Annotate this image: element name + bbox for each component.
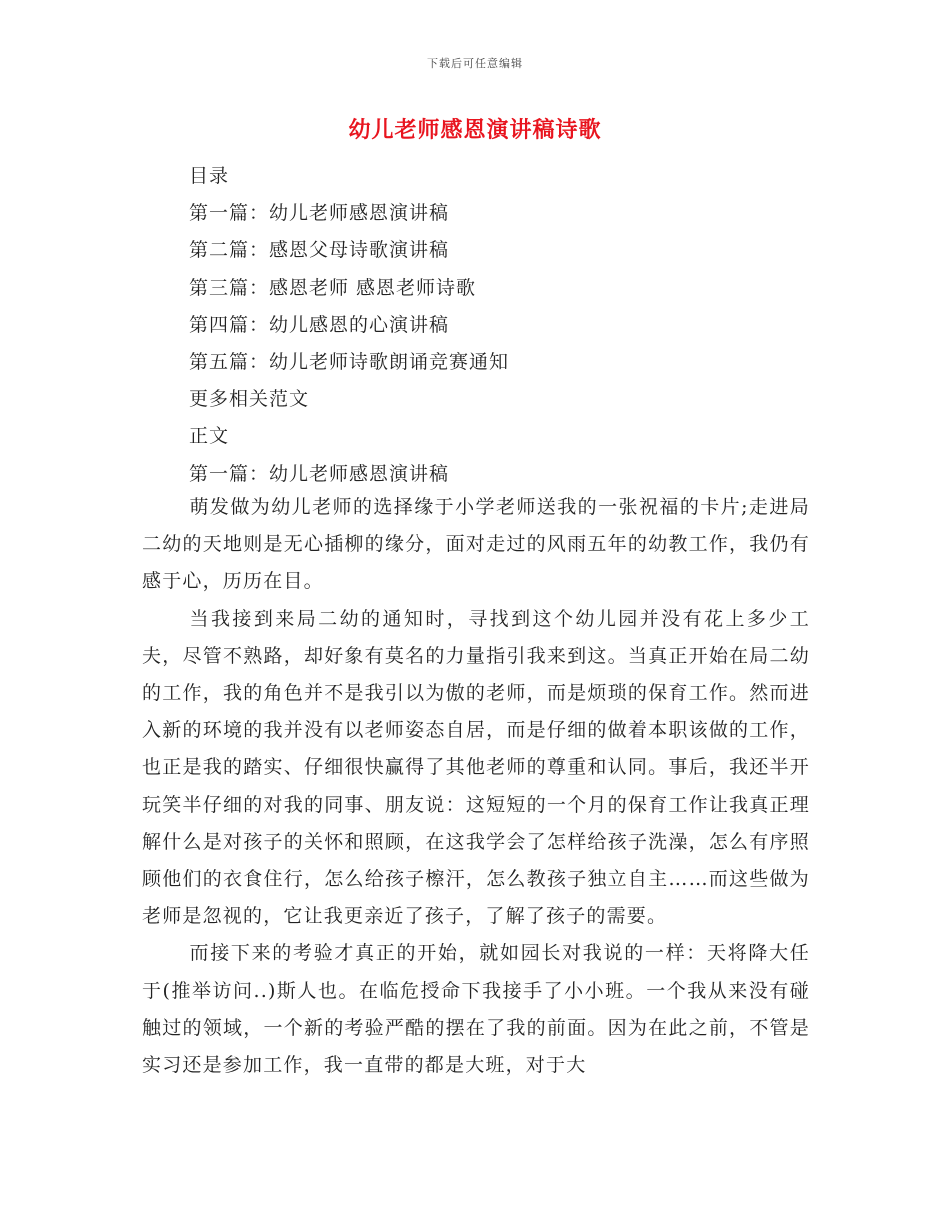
paragraph-2: 当我接到来局二幼的通知时，寻找到这个幼儿园并没有花上多少工夫，尽管不熟路，却好象有莫名的力量指引我来到这。当真正开始在局二幼的工作，我的角色并不是我引以为傲的老师，而是烦琐的保育工作。然而进入新的环境的我并没有以老师姿态自居，而是仔细的做着本职该做的工作，也正是我的踏实、仔细很快赢得了其他老师的尊重和认同。事后，我还半开玩笑半仔细的对我的同事、朋友说：这短短的一个月的保育工作让我真正理解什么是对孩子的关怀和照顾，在这我学会了怎样给孩子洗澡，怎么有序照顾他们的衣食住行，怎么给孩子檫汗，怎么教孩子独立自主……而这些做为老师是忽视的，它让我更亲近了孩子，了解了孩子的需要。 xyxy=(142,607,810,928)
toc-item-1: 第一篇：幼儿老师感恩演讲稿 xyxy=(189,202,450,225)
toc-item-5: 第五篇：幼儿老师诗歌朗诵竞赛通知 xyxy=(189,350,510,373)
table-of-contents xyxy=(189,158,509,493)
paragraph-3: 而接下来的考验才真正的开始，就如园长对我说的一样：天将降大任于(推举访问..)斯人也。在临危授命下我接手了小小班。一个我从来没有碰触过的领域，一个新的考验严酷的摆在了我的前面。因为在此之前，不管是实习还是参加工作，我一直带的都是大班，对于大 xyxy=(142,942,810,1077)
toc-item-2: 第二篇：感恩父母诗歌演讲稿 xyxy=(189,239,450,262)
toc-item-4: 第四篇：幼儿感恩的心演讲稿 xyxy=(189,313,450,336)
toc-heading: 目录 xyxy=(189,165,230,187)
body-heading: 正文 xyxy=(189,425,230,448)
body-text xyxy=(142,489,810,1084)
section-heading-1: 第一篇：幼儿老师感恩演讲稿 xyxy=(189,462,450,485)
toc-more-link: 更多相关范文 xyxy=(189,388,310,411)
document-title: 幼儿老师感恩演讲稿诗歌 xyxy=(348,117,602,143)
page-header-note: 下载后可任意编辑 xyxy=(427,57,523,70)
paragraph-1: 萌发做为幼儿老师的选择缘于小学老师送我的一张祝福的卡片;走进局二幼的天地则是无心插柳的缘分，面对走过的风雨五年的幼教工作，我仍有感于心，历历在目。 xyxy=(142,496,810,593)
toc-item-3: 第三篇：感恩老师 感恩老师诗歌 xyxy=(189,276,477,299)
